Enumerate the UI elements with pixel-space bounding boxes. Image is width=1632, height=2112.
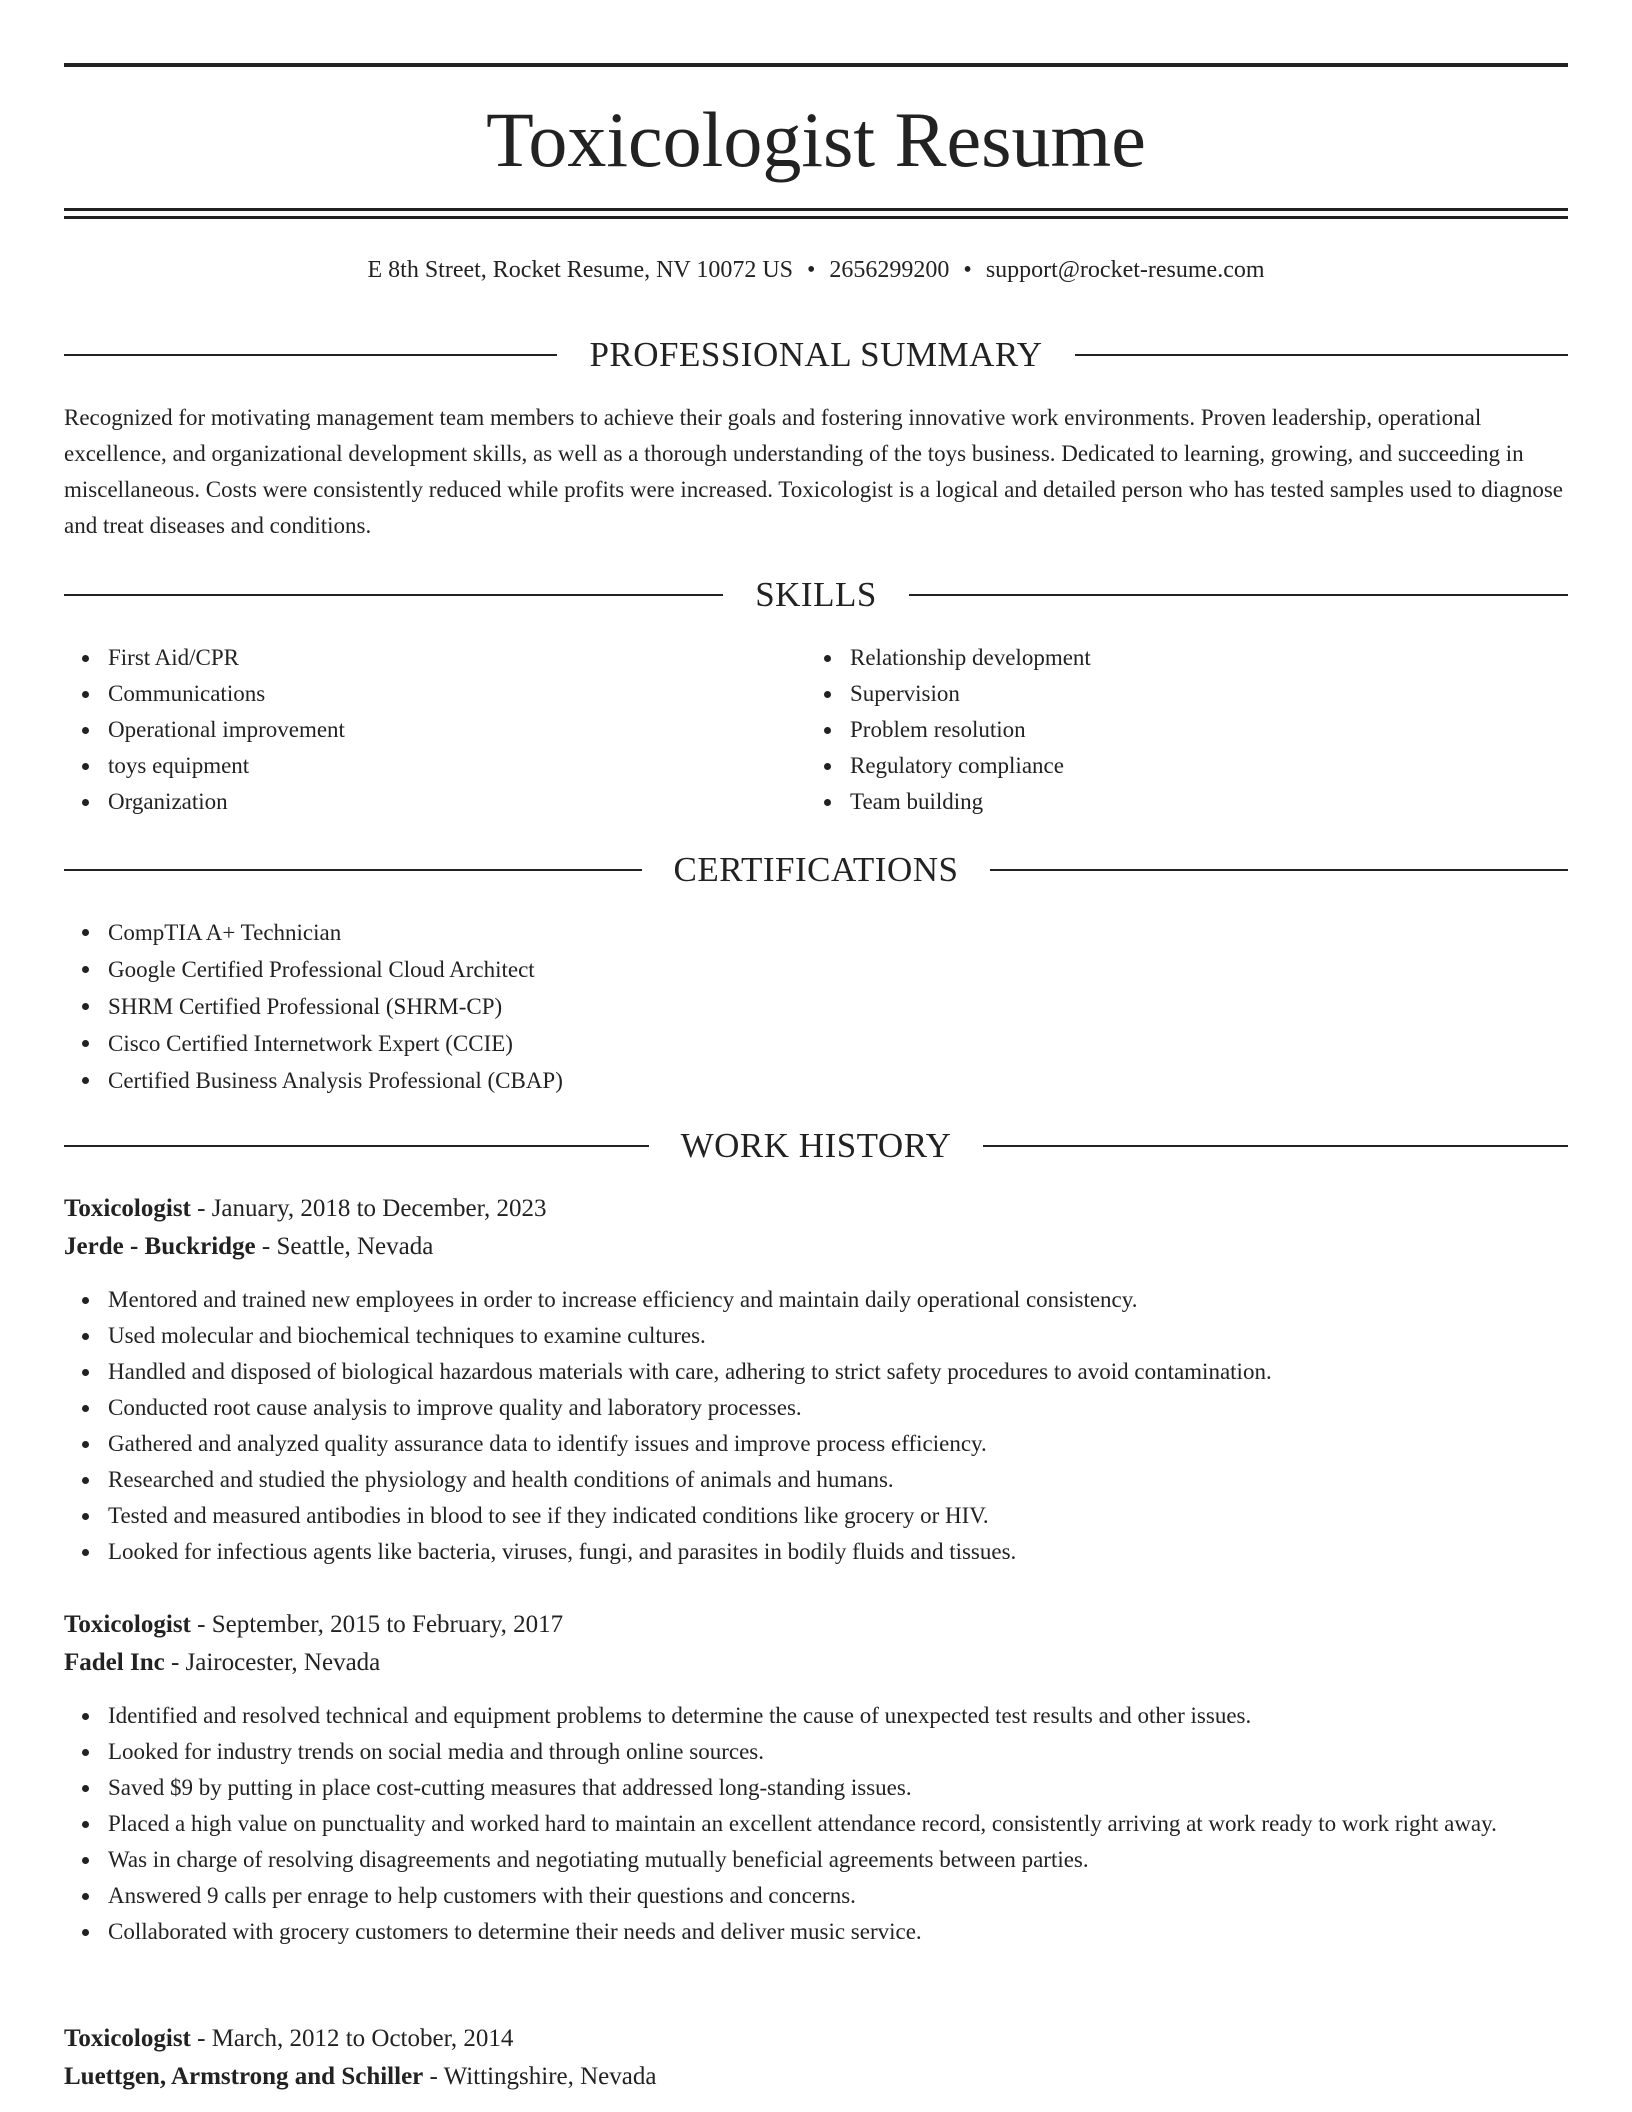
- job-entry: [64, 1606, 1568, 1950]
- contact-line: [64, 252, 1568, 288]
- top-rule: [64, 63, 1568, 67]
- section-header-summary: [64, 330, 1568, 380]
- job-bullet: Saved $9 by putting in place cost-cutting measures that addressed long-standing issues.: [64, 1770, 1568, 1806]
- job-company-line: [64, 1228, 1568, 1266]
- job-title-line: [64, 2020, 1568, 2058]
- certification-item: Google Certified Professional Cloud Architect: [64, 951, 1568, 988]
- skills-list-left: [64, 640, 804, 820]
- certification-item: CompTIA A+ Technician: [64, 914, 1568, 951]
- job-company: Fadel Inc: [64, 1649, 165, 1676]
- job-title: Toxicologist: [64, 1611, 191, 1638]
- job-bullets: [64, 1698, 1568, 1950]
- skill-item: Regulatory compliance: [806, 748, 1566, 784]
- job-title: Toxicologist: [64, 1195, 191, 1222]
- section-header-work-history: [64, 1121, 1568, 1171]
- job-location: - Wittingshire, Nevada: [423, 2063, 657, 2090]
- job-company: Jerde - Buckridge: [64, 1233, 256, 1260]
- job-entry: [64, 2020, 1568, 2096]
- section-rule-right: [990, 869, 1568, 871]
- section-rule-left: [64, 869, 642, 871]
- job-bullet: Answered 9 calls per enrage to help customers with their questions and concerns.: [64, 1878, 1568, 1914]
- section-header-skills: [64, 570, 1568, 620]
- skill-item: toys equipment: [64, 748, 804, 784]
- job-bullet: Handled and disposed of biological hazardous materials with care, adhering to strict safety procedures to avoid contamination.: [64, 1354, 1568, 1390]
- job-title-line: [64, 1190, 1568, 1228]
- job-bullet: Collaborated with grocery customers to determine their needs and deliver music service.: [64, 1914, 1568, 1950]
- summary-paragraph: Recognized for motivating management team members to achieve their goals and fostering innovative work environments. Proven leadership, operational excellence, and organizational development skills, as well as a thorough understanding of the toys business. Dedicated to learning, growing, and succeeding in miscellaneous. Costs were consistently reduced while profits were increased. Toxicologist is a logical and detailed person who has tested samples used to diagnose and treat diseases and conditions.: [64, 405, 1563, 538]
- job-dates: - January, 2018 to December, 2023: [190, 1195, 547, 1222]
- job-dates: - September, 2015 to February, 2017: [190, 1611, 564, 1638]
- contact-separator: •: [963, 257, 972, 283]
- job-bullet: Conducted root cause analysis to improve quality and laboratory processes.: [64, 1390, 1568, 1426]
- job-bullet: Researched and studied the physiology and health conditions of animals and humans.: [64, 1462, 1568, 1498]
- section-rule-left: [64, 1145, 649, 1147]
- job-bullet: Used molecular and biochemical techniques to examine cultures.: [64, 1318, 1568, 1354]
- contact-email: support@rocket-resume.com: [985, 257, 1265, 283]
- section-rule-right: [909, 594, 1568, 596]
- certification-item: Certified Business Analysis Professional (CBAP): [64, 1062, 1568, 1099]
- job-bullet: Tested and measured antibodies in blood to see if they indicated conditions like grocery or HIV.: [64, 1498, 1568, 1534]
- skill-item: Operational improvement: [64, 712, 804, 748]
- job-bullet: Looked for industry trends on social media and through online sources.: [64, 1734, 1568, 1770]
- certification-item: SHRM Certified Professional (SHRM-CP): [64, 988, 1568, 1025]
- section-rule-right: [1075, 354, 1568, 356]
- contact-separator: •: [807, 257, 816, 283]
- section-title-certifications: CERTIFICATIONS: [673, 850, 959, 889]
- contact-address: E 8th Street, Rocket Resume, NV 10072 US: [367, 257, 794, 283]
- certifications-list: [64, 914, 1568, 1099]
- job-company: Luettgen, Armstrong and Schiller: [64, 2063, 424, 2090]
- job-title-line: [64, 1606, 1568, 1644]
- job-bullets: [64, 1282, 1568, 1570]
- skill-item: Organization: [64, 784, 804, 820]
- resume-title: Toxicologist Resume: [486, 96, 1146, 183]
- job-bullet: Placed a high value on punctuality and worked hard to maintain an excellent attendance record, consistently arriving at work ready to work right away.: [64, 1806, 1568, 1842]
- section-title-summary: PROFESSIONAL SUMMARY: [589, 335, 1043, 374]
- skill-item: Problem resolution: [806, 712, 1566, 748]
- job-bullet: Was in charge of resolving disagreements and negotiating mutually beneficial agreements between parties.: [64, 1842, 1568, 1878]
- skill-item: Supervision: [806, 676, 1566, 712]
- job-bullet: Gathered and analyzed quality assurance data to identify issues and improve process efficiency.: [64, 1426, 1568, 1462]
- skill-item: Communications: [64, 676, 804, 712]
- skill-item: First Aid/CPR: [64, 640, 804, 676]
- skill-item: Team building: [806, 784, 1566, 820]
- job-entry: [64, 1190, 1568, 1570]
- job-bullet: Identified and resolved technical and equipment problems to determine the cause of unexpected test results and other issues.: [64, 1698, 1568, 1734]
- section-rule-left: [64, 354, 557, 356]
- job-bullet: Mentored and trained new employees in order to increase efficiency and maintain daily operational consistency.: [64, 1282, 1568, 1318]
- section-rule-left: [64, 594, 723, 596]
- section-rule-right: [983, 1145, 1568, 1147]
- job-location: - Seattle, Nevada: [255, 1233, 434, 1260]
- job-company-line: [64, 1644, 1568, 1682]
- certification-item: Cisco Certified Internetwork Expert (CCIE): [64, 1025, 1568, 1062]
- job-dates: - March, 2012 to October, 2014: [190, 2025, 514, 2052]
- section-title-skills: SKILLS: [755, 575, 877, 614]
- job-bullet: Looked for infectious agents like bacteria, viruses, fungi, and parasites in bodily fluids and tissues.: [64, 1534, 1568, 1570]
- title-double-rule: [64, 208, 1568, 219]
- skill-item: Relationship development: [806, 640, 1566, 676]
- section-title-work-history: WORK HISTORY: [680, 1126, 952, 1165]
- skills-list-right: [806, 640, 1566, 820]
- section-header-certifications: [64, 845, 1568, 895]
- job-location: - Jairocester, Nevada: [164, 1649, 381, 1676]
- contact-phone: 2656299200: [829, 257, 950, 283]
- job-title: Toxicologist: [64, 2025, 191, 2052]
- job-company-line: [64, 2058, 1568, 2096]
